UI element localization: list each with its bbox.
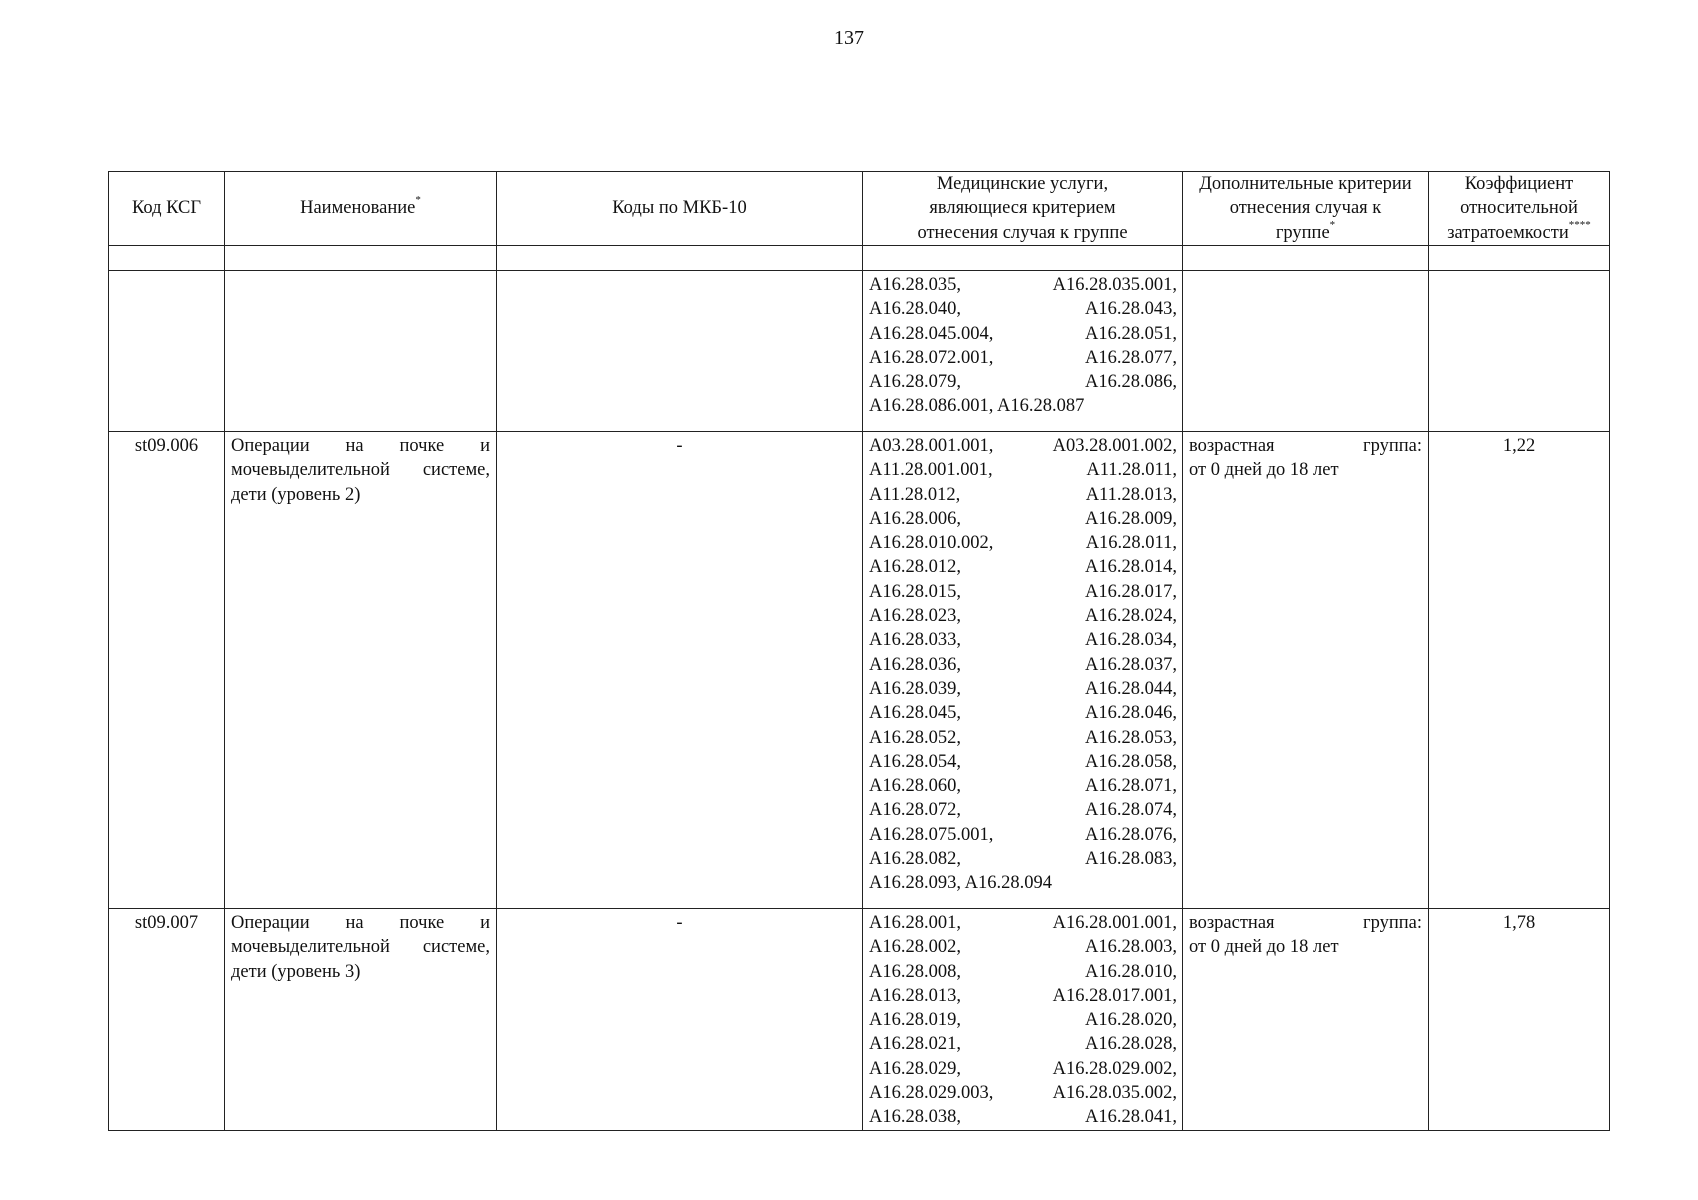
criteria-line [1189, 911, 1422, 935]
service-code: A16.28.010, [1085, 961, 1177, 982]
criteria-text: группа: [1363, 913, 1422, 933]
criteria-line [1189, 458, 1422, 482]
service-line [869, 677, 1177, 701]
header-code: Код КСГ [109, 172, 225, 246]
criteria-line [1189, 935, 1422, 959]
ksg-name-cell [225, 271, 497, 432]
ksg-name-cell: Операции на почке и мочевыделительной системе, дети (уровень 3) [225, 909, 497, 1131]
service-code: A16.28.038, [869, 1107, 961, 1128]
service-code: A16.28.075.001, [869, 824, 994, 845]
table-row [109, 271, 1610, 432]
mkb-codes-cell: - [497, 432, 863, 909]
ksg-code-cell: st09.007 [109, 909, 225, 1131]
services-cell [863, 909, 1183, 1131]
service-code: A16.28.045.004, [869, 323, 994, 344]
service-code: A16.28.024, [1085, 606, 1177, 627]
service-code: A16.28.045, [869, 703, 961, 724]
service-code: A16.28.023, [869, 606, 961, 627]
service-code: A16.28.077, [1085, 347, 1177, 368]
service-line [869, 1105, 1177, 1129]
service-code: A11.28.011, [1086, 460, 1177, 481]
service-code: A16.28.029.003, [869, 1083, 994, 1104]
service-code: A16.28.002, [869, 937, 961, 958]
service-code: A16.28.029.002, [1052, 1058, 1177, 1079]
header-criteria: Дополнительные критерии отнесения случая к группе* [1183, 172, 1429, 246]
service-code: A03.28.001.001, [869, 436, 994, 456]
service-line [869, 871, 1177, 895]
service-code: A16.28.039, [869, 678, 961, 699]
service-line [869, 458, 1177, 482]
service-code: A16.28.003, [1085, 937, 1177, 958]
service-code: A16.28.076, [1085, 824, 1177, 845]
header-coef-mark: **** [1568, 218, 1591, 231]
service-code: A16.28.052, [869, 727, 961, 748]
service-code: A16.28.015, [869, 581, 961, 602]
header-services: Медицинские услуги, являющиеся критерием отнесения случая к группе [863, 172, 1183, 246]
service-code: A16.28.053, [1085, 727, 1177, 748]
service-code: A11.28.001.001, [869, 460, 993, 481]
service-code: A16.28.006, [869, 508, 961, 529]
services-cell [863, 271, 1183, 432]
service-code: A16.28.054, [869, 751, 961, 772]
service-code: A16.28.017.001, [1052, 985, 1177, 1006]
service-code: A16.28.020, [1085, 1010, 1177, 1031]
service-line [869, 531, 1177, 555]
service-code: A16.28.019, [869, 1010, 961, 1031]
service-code: A16.28.014, [1085, 557, 1177, 578]
service-code: A16.28.010.002, [869, 533, 994, 554]
service-line [869, 434, 1177, 458]
coefficient-cell: 1,78 [1429, 909, 1610, 1131]
service-line [869, 1008, 1177, 1032]
mkb-codes-cell [497, 271, 863, 432]
service-code: A16.28.046, [1085, 703, 1177, 724]
service-code: A16.28.040, [869, 299, 961, 320]
mkb-codes-cell: - [497, 909, 863, 1131]
service-line [869, 847, 1177, 871]
header-name-mark: * [415, 194, 421, 207]
service-code: A16.28.036, [869, 654, 961, 675]
ksg-name-cell: Операции на почке и мочевыделительной системе, дети (уровень 2) [225, 432, 497, 909]
header-spacer-row [109, 246, 1610, 271]
service-code: A16.28.074, [1085, 800, 1177, 821]
service-code: A11.28.013, [1085, 484, 1177, 505]
service-line [869, 774, 1177, 798]
header-name: Наименование* [225, 172, 497, 246]
service-line [869, 1057, 1177, 1081]
service-line [869, 604, 1177, 628]
service-code: A16.28.037, [1085, 654, 1177, 675]
service-code: A16.28.086, [1085, 372, 1177, 393]
service-line [869, 1081, 1177, 1105]
service-line [869, 483, 1177, 507]
service-line [869, 322, 1177, 346]
service-line [869, 370, 1177, 394]
service-code: A16.28.001.001, [1052, 913, 1177, 933]
service-line [869, 273, 1177, 297]
service-code: A11.28.012, [869, 484, 961, 505]
service-code: A16.28.082, [869, 849, 961, 870]
services-cell [863, 432, 1183, 909]
service-code: A16.28.021, [869, 1034, 961, 1055]
service-code: A16.28.008, [869, 961, 961, 982]
service-code: A16.28.079, [869, 372, 961, 393]
service-code: A16.28.035.001, [1052, 275, 1177, 295]
page-number: 137 [834, 27, 864, 49]
service-line [869, 750, 1177, 774]
coefficient-cell [1429, 271, 1610, 432]
service-line [869, 1032, 1177, 1056]
service-line [869, 297, 1177, 321]
criteria-text: возрастная [1189, 436, 1275, 456]
header-criteria-mark: * [1329, 218, 1336, 231]
service-code: A16.28.028, [1085, 1034, 1177, 1055]
coefficient-cell: 1,22 [1429, 432, 1610, 909]
service-code: A16.28.086.001, A16.28.087 [869, 396, 1085, 417]
service-line [869, 507, 1177, 531]
service-line [869, 628, 1177, 652]
ksg-table [108, 171, 1610, 1131]
service-code: A16.28.035.002, [1052, 1083, 1177, 1104]
service-code: A16.28.072.001, [869, 347, 994, 368]
header-mkb: Коды по МКБ-10 [497, 172, 863, 246]
service-code: A16.28.093, A16.28.094 [869, 873, 1052, 894]
criteria-text: от 0 дней до 18 лет [1189, 460, 1339, 481]
service-code: A16.28.011, [1085, 533, 1177, 554]
service-line [869, 935, 1177, 959]
service-code: A16.28.051, [1085, 323, 1177, 344]
criteria-text: возрастная [1189, 913, 1275, 933]
service-code: A16.28.044, [1085, 678, 1177, 699]
table-row [109, 432, 1610, 909]
service-code: A16.28.060, [869, 776, 961, 797]
criteria-cell [1183, 271, 1429, 432]
service-code: A16.28.035, [869, 275, 961, 295]
service-code: A03.28.001.002, [1052, 436, 1177, 456]
service-code: A16.28.041, [1085, 1107, 1177, 1128]
header-row [109, 172, 1610, 246]
service-line [869, 726, 1177, 750]
service-line [869, 911, 1177, 935]
service-code: A16.28.033, [869, 630, 961, 651]
criteria-text: от 0 дней до 18 лет [1189, 937, 1339, 958]
service-line [869, 346, 1177, 370]
service-line [869, 555, 1177, 579]
ksg-code-cell [109, 271, 225, 432]
service-line [869, 960, 1177, 984]
criteria-text: группа: [1363, 436, 1422, 456]
service-code: A16.28.072, [869, 800, 961, 821]
service-line [869, 580, 1177, 604]
service-code: A16.28.013, [869, 985, 961, 1006]
criteria-cell [1183, 909, 1429, 1131]
service-code: A16.28.017, [1085, 581, 1177, 602]
table-row [109, 909, 1610, 1131]
service-line [869, 823, 1177, 847]
service-line [869, 653, 1177, 677]
criteria-line [1189, 434, 1422, 458]
service-line [869, 984, 1177, 1008]
header-coef: Коэффициент относительной затратоемкости**** [1429, 172, 1610, 246]
service-line [869, 701, 1177, 725]
service-line [869, 394, 1177, 418]
criteria-cell [1183, 432, 1429, 909]
service-code: A16.28.001, [869, 913, 961, 933]
service-code: A16.28.034, [1085, 630, 1177, 651]
service-code: A16.28.058, [1085, 751, 1177, 772]
service-code: A16.28.029, [869, 1058, 961, 1079]
service-line [869, 798, 1177, 822]
ksg-code-cell: st09.006 [109, 432, 225, 909]
service-code: A16.28.009, [1085, 508, 1177, 529]
service-code: A16.28.043, [1085, 299, 1177, 320]
service-code: A16.28.012, [869, 557, 961, 578]
service-code: A16.28.083, [1085, 849, 1177, 870]
service-code: A16.28.071, [1085, 776, 1177, 797]
